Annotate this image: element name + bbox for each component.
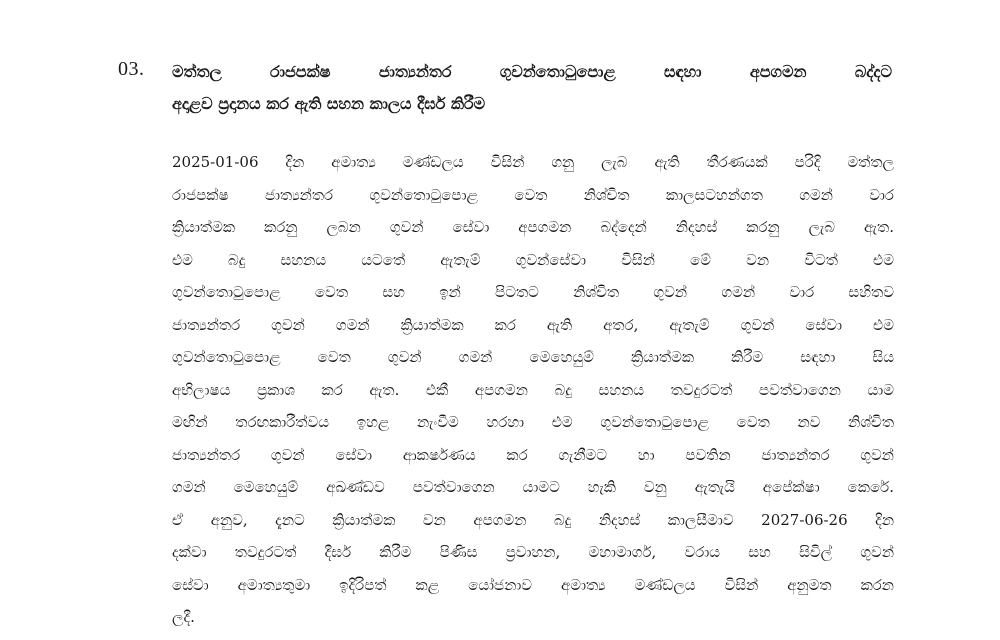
paragraph-line: ලදී. <box>172 608 195 626</box>
paragraph-line: අභිලාෂය ප්‍රකාශ කර ඇත. එකී අපගමන බදු සහනය තවදුරටත් පවත්වාගෙන යාම <box>172 380 894 399</box>
item-number: 03. <box>118 58 145 80</box>
paragraph-line: ඒ අනුව, දැනට ක්‍රියාත්මක වන අපගමන බදු නිදහස් කාලසීමාව 2027-06-26 දින <box>172 510 894 529</box>
paragraph-line: දක්වා තවදුරටත් දීර්ඝ කිරීම පිණිස ප්‍රවාහන, මහාමාර්ග, වරාය සහ සිවිල් ගුවන් <box>172 543 894 561</box>
paragraph-line: රාජපක්ෂ ජාත්‍යන්තර ගුවන්තොටුපොළ වෙත නිශ්චිත කාලසටහන්ගත ගමන් වාර <box>172 185 894 204</box>
paragraph-line: ගුවන්තොටුපොළ වෙත සහ ඉන් පිටතට නිශ්චිත ගුවන් ගමන් වාර සහිතව <box>172 283 894 301</box>
decision-paragraph <box>172 146 894 634</box>
paragraph-line: මඟින් තරඟකාරීත්වය ඉහළ නැංවීම හරහා එම ගුවන්තොටුපොළ වෙත නව නිශ්චිත <box>172 413 894 431</box>
paragraph-line: ජාත්‍යන්තර ගුවන් ගමන් ක්‍රියාත්මක කර ඇති අතර, ඇතැම් ගුවන් සේවා එම <box>172 315 894 334</box>
paragraph-line: එම බදු සහනය යටතේ ඇතැම් ගුවන්සේවා විසින් මේ වන විටත් එම <box>172 250 894 269</box>
heading-line: අදාළව ප්‍රදානය කර ඇති සහන කාලය දීර්ඝ කිරීම <box>172 94 486 113</box>
paragraph-line: 2025-01-06 දින අමාත්‍ය මණ්ඩලය විසින් ගනු ලැබ ඇති තීරණයක් පරිදි මත්තල <box>172 153 894 171</box>
paragraph-line: සේවා අමාත්‍යතුමා ඉදිරිපත් කළ යෝජනාව අමාත්‍ය මණ්ඩලය විසින් අනුමත කරන <box>172 575 894 594</box>
item-heading <box>172 56 892 120</box>
heading-line: මත්තල රාජපක්ෂ ජාත්‍යන්තර ගුවන්තොටුපොළ සඳහා අපගමන බද්දට <box>172 62 892 81</box>
paragraph-line: ගමන් මෙහෙයුම් අඛණ්ඩව පවත්වාගෙන යාමට හැකි වනු ඇතැයි අපේක්ෂා කෙරේ. <box>172 478 894 496</box>
paragraph-line: ගුවන්තොටුපොළ වෙත ගුවන් ගමන් මෙහෙයුම් ක්‍රියාත්මක කිරීම සඳහා සිය <box>172 348 894 366</box>
paragraph-line: ක්‍රියාත්මක කරනු ලබන ගුවන් සේවා අපගමන බද්දෙන් නිදහස් කරනු ලැබ ඇත. <box>172 218 894 236</box>
paragraph-line: ජාත්‍යන්තර ගුවන් සේවා ආකර්ෂණය කර ගැනීමට හා පවතින ජාත්‍යන්තර ගුවන් <box>172 445 894 464</box>
